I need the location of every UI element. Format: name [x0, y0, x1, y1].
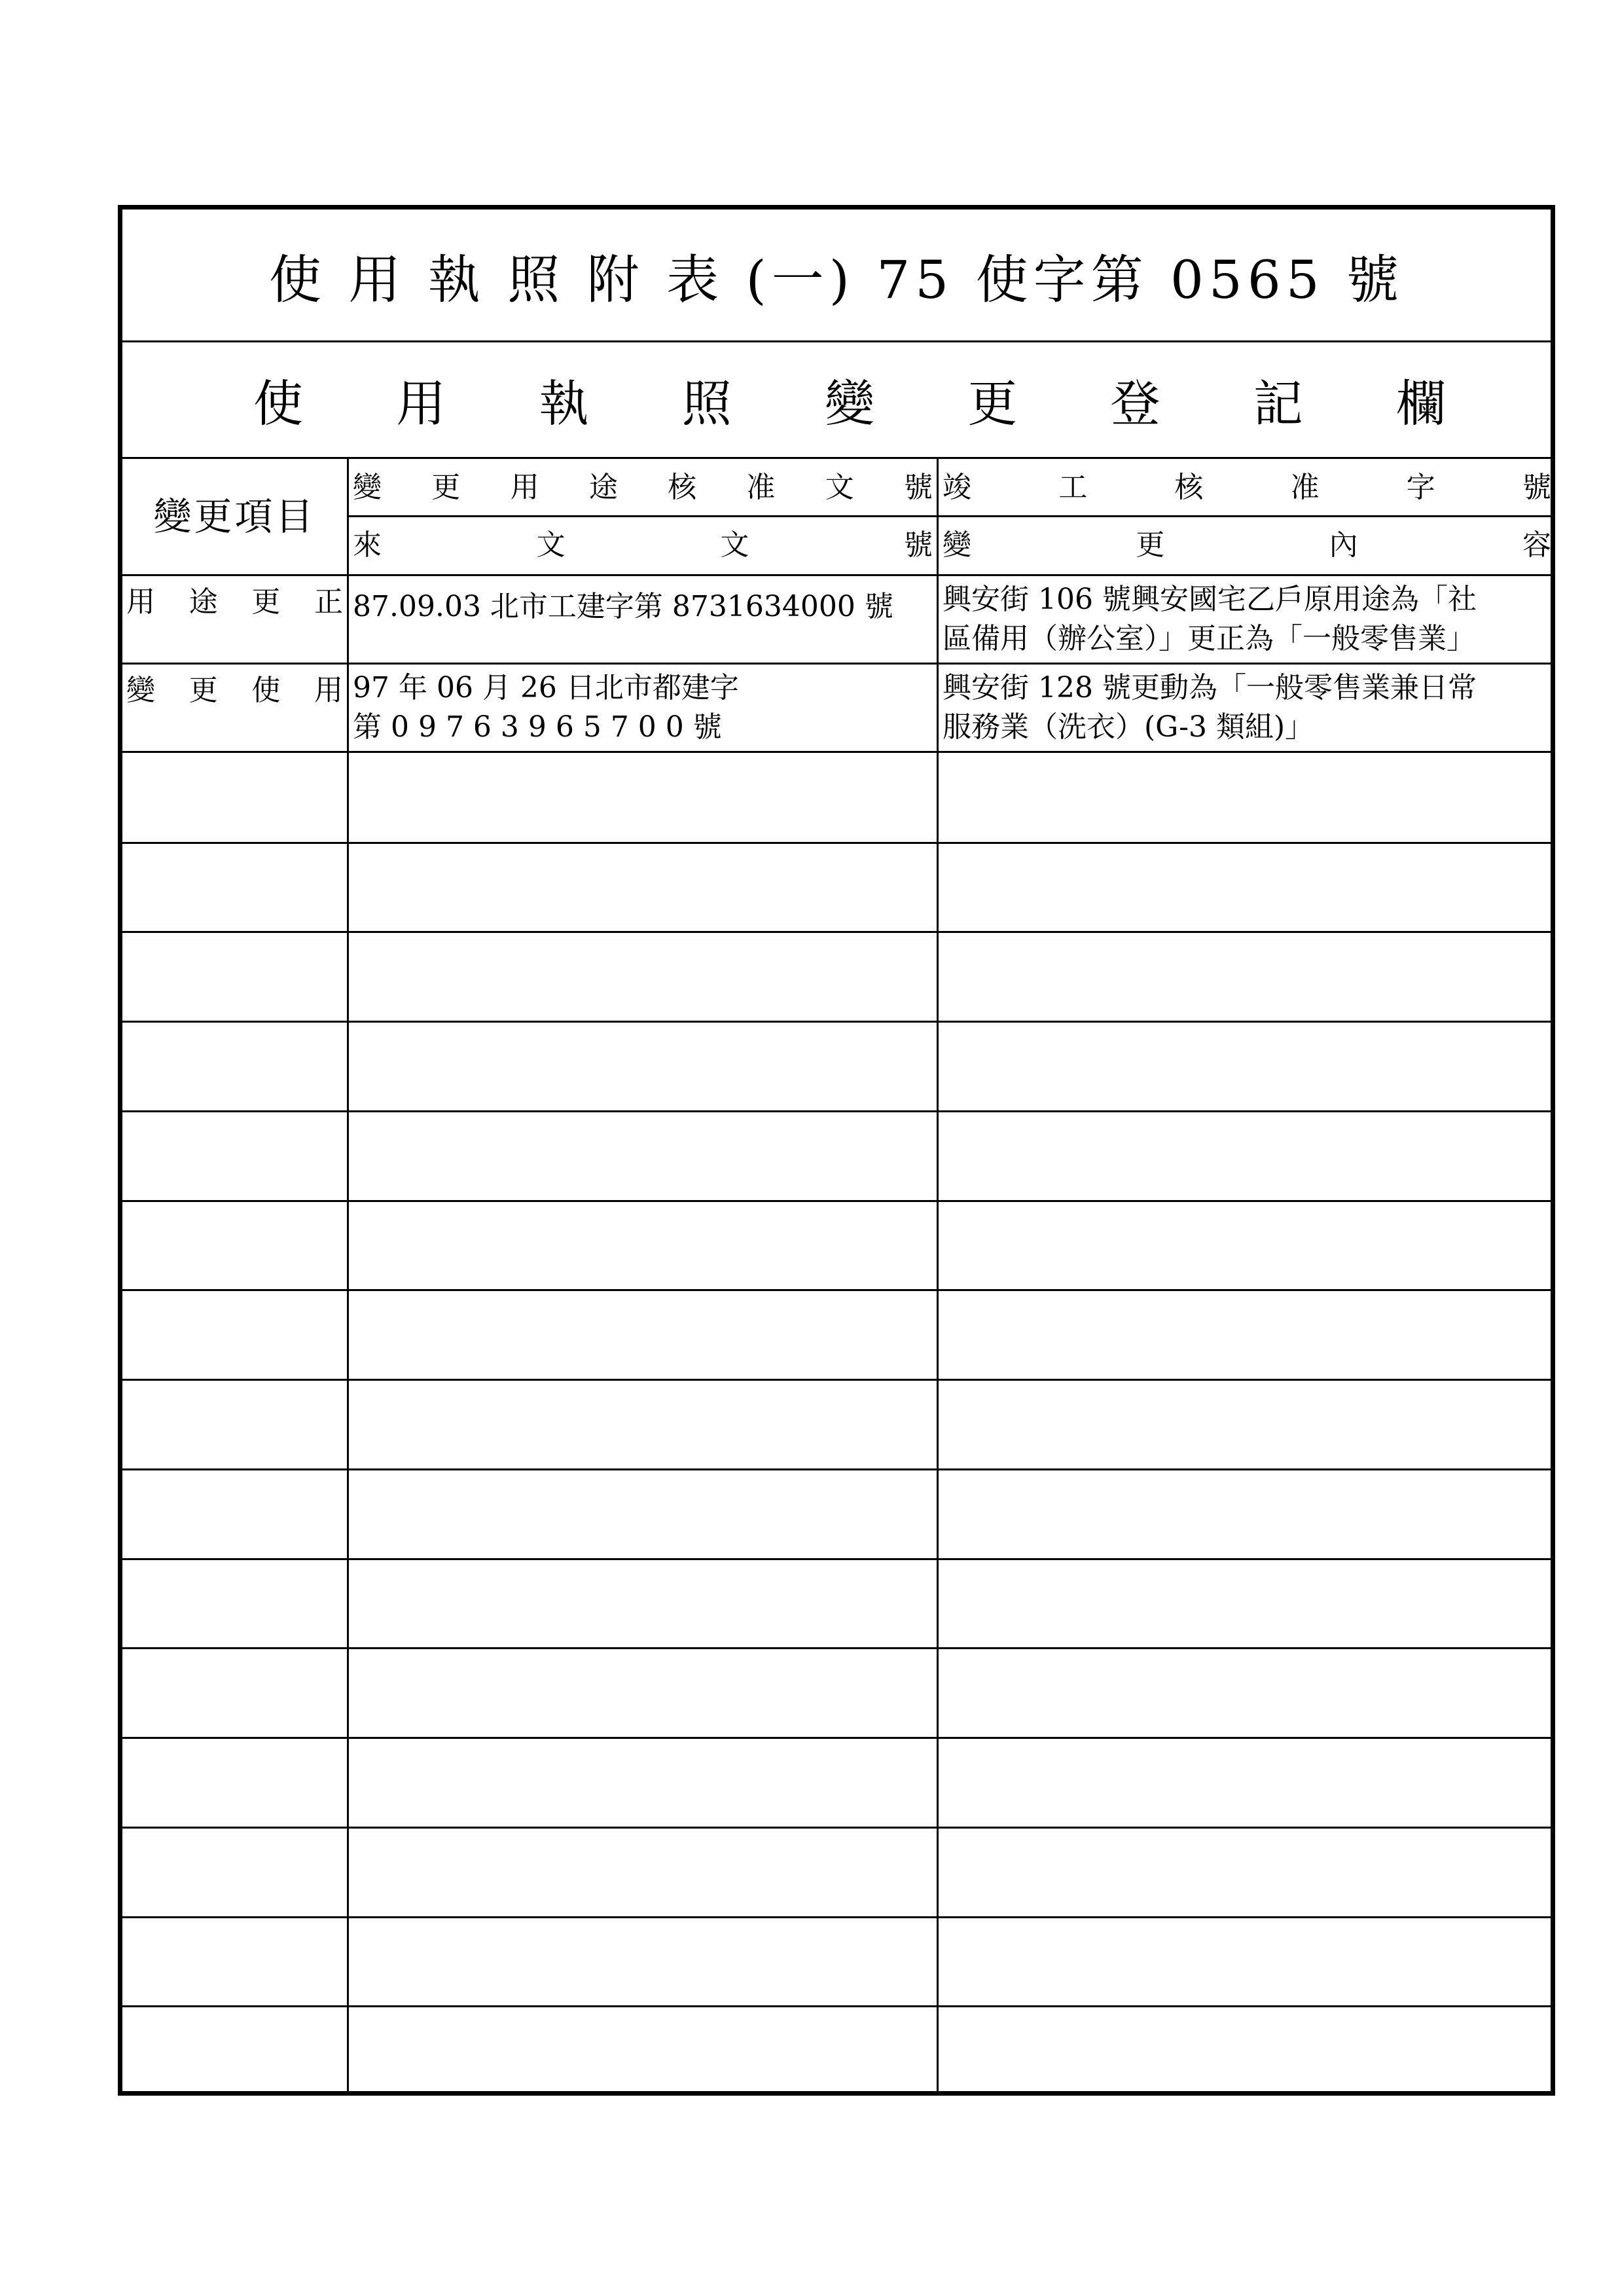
empty-row-divider [122, 1379, 1551, 1381]
item-char: 變 [126, 674, 155, 707]
header-divider [349, 515, 1551, 517]
form-title-row [122, 210, 1551, 342]
empty-row-divider [122, 1289, 1551, 1291]
item-char: 用 [314, 674, 343, 707]
empty-row-divider [122, 1827, 1551, 1829]
row-2-content [939, 665, 1555, 751]
subtitle-char: 記 [1253, 374, 1303, 433]
header-char: 核 [1174, 471, 1204, 504]
header-char: 更 [1136, 528, 1165, 562]
header-char: 准 [1290, 471, 1320, 504]
subtitle-char: 欄 [1396, 374, 1446, 433]
empty-row-divider [122, 842, 1551, 844]
content-line: 服務業（洗衣）(G-3 類組)」 [943, 710, 1314, 744]
header-completion-approval-number [939, 459, 1555, 517]
change-record-table [122, 459, 1551, 2096]
header-char: 內 [1329, 528, 1358, 562]
empty-row-divider [122, 1737, 1551, 1739]
item-char: 使 [251, 674, 281, 707]
empty-row-divider [122, 931, 1551, 933]
subtitle-char: 登 [1110, 374, 1160, 433]
header-char: 容 [1522, 528, 1551, 562]
subtitle-char: 變 [825, 374, 874, 433]
header-char: 用 [510, 471, 539, 504]
header-char: 工 [1058, 471, 1088, 504]
header-char: 文 [825, 471, 854, 504]
subtitle-char: 更 [967, 374, 1018, 433]
content-line: 區備用（辦公室）」更正為「一般零售業」 [943, 622, 1475, 655]
item-char: 途 [189, 585, 218, 619]
row-divider [122, 751, 1551, 753]
form-title: 使 用 執 照 附 表 (一) 75 使字第 0565 號 [268, 249, 1405, 310]
item-char: 正 [314, 585, 343, 619]
header-char: 更 [431, 471, 461, 504]
empty-row-divider [122, 1468, 1551, 1470]
subtitle-char: 照 [681, 374, 732, 433]
item-char: 更 [189, 674, 218, 707]
subtitle-char: 執 [539, 374, 589, 433]
item-char: 更 [251, 585, 281, 619]
header-char: 字 [1406, 471, 1435, 504]
subtitle-char: 使 [253, 374, 303, 433]
header-char: 號 [903, 471, 933, 504]
header-char: 途 [588, 471, 618, 504]
header-char: 核 [668, 471, 697, 504]
header-change-content [939, 517, 1555, 574]
row-2-item [122, 665, 347, 751]
item-char: 用 [126, 585, 155, 619]
header-incoming-doc-number [349, 517, 937, 574]
content-line: 興安街 106 號興安國宅乙戶原用途為「社 [943, 583, 1477, 616]
header-char: 文 [720, 528, 749, 562]
empty-row-divider [122, 1916, 1551, 1918]
doc-line: 97 年 06 月 26 日北市都建字 [353, 671, 739, 704]
empty-row-divider [122, 1021, 1551, 1023]
header-char: 准 [746, 471, 776, 504]
empty-row-divider [122, 2005, 1551, 2007]
row-2-doc-number [349, 665, 937, 751]
empty-row-divider [122, 1647, 1551, 1649]
empty-row-divider [122, 1200, 1551, 1202]
usage-permit-attachment-form [118, 205, 1555, 2096]
header-char: 變 [353, 471, 382, 504]
header-char: 變 [943, 528, 971, 562]
row-1-content [939, 576, 1555, 663]
header-char: 號 [903, 528, 933, 562]
header-change-item: 變更項目 [153, 494, 316, 539]
doc-line: 87.09.03 北市工建字第 8731634000 號 [353, 590, 893, 623]
header-approval-doc-number [349, 459, 937, 517]
subtitle-char: 用 [396, 374, 446, 433]
doc-line: 第 0 9 7 6 3 9 6 5 7 0 0 號 [353, 710, 722, 744]
row-1-item [122, 576, 347, 663]
form-subtitle-row [122, 342, 1551, 459]
header-char: 竣 [943, 471, 971, 504]
empty-row-divider [122, 1110, 1551, 1112]
empty-row-divider [122, 1558, 1551, 1560]
row-1-doc-number [349, 576, 937, 663]
header-char: 文 [536, 528, 566, 562]
content-line: 興安街 128 號更動為「一般零售業兼日常 [943, 671, 1477, 704]
header-char: 來 [353, 528, 382, 562]
header-char: 號 [1522, 471, 1551, 504]
